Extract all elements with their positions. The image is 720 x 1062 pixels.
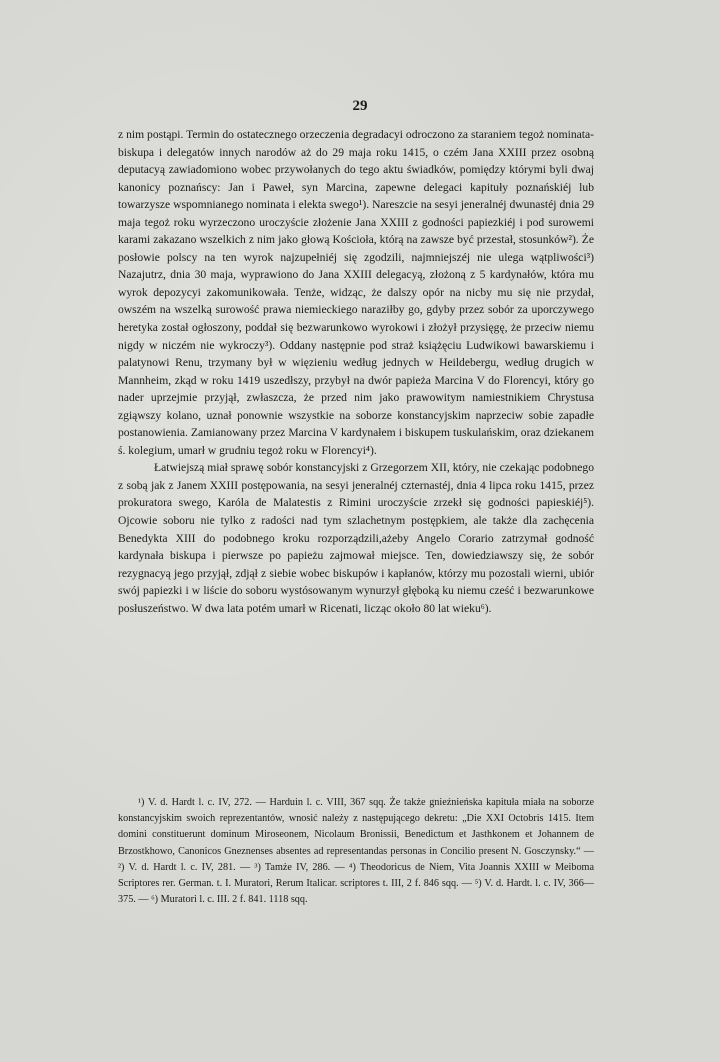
paragraph-1: z nim postąpi. Termin do ostatecznego orzeczenia degradacyi odroczono za staraniem tegoż nominata-biskupa i delegatów innych narodów aż do 29 maja roku 1415, o czém Jana XXIII przez osobną deputacyą zawiadomiono wobec przywołanych do tego aktu świadków, pomiędzy którymi byli dwaj kanonicy poznańscy: Jan i Paweł, syn Marcina, zapewne delegaci kapituły poznańskiéj lub towarzysze wspomnianego nominata i elekta swego¹). Nareszcie na sesyi jeneralnéj dwunastéj dnia 29 maja tegoż roku wyrzeczono uroczyście złożenie Jana XXIII z godności papiezkiéj i pod surowemi karami zakazano wszelkich z nim jako głową Kościoła, którą na zawsze być przestał, stosunków²). Że posłowie polscy na ten wyrok najzupełniéj się zgodzili, najmniejszéj nie ulega wątpliwości³) Nazajutrz, dnia 30 maja, wyprawiono do Jana XXIII delegacyą, złożoną z 5 kardynałów, która mu wyrok depozycyi zakomunikowała. Tenże, widząc, że dalszy opór na nicby mu się nie przydał, owszém na wszelką surowość prawa niemieckiego naraziłby go, gdyby przez sobór za uporczywego heretyka został ogłoszony, poddał się bezwarunkowo wyrokowi i złożył przysięgę, że przeciw niemu nigdy w niczém nie wykroczy³). Oddany następnie pod straż książęciu Ludwikowi bawarskiemu i palatynowi Renu, trzymany był w więzieniu według jednych w Heildebergu, według drugich w Mannheim, zkąd w roku 1419 uszedłszy, przybył na dwór papieża Marcina V do Florencyi, który go nader uprzejmie przyjął, zwłaszcza, że przed nim jako prawowitym namiestnikiem Chrystusa zgiąwszy kolano, uznał ponownie wszystkie na soborze konstancyjskim naprzeciw sobie zapadłe postanowienia. Zamianowany przez Marcina V kardynałem i biskupem tuskulańskim, oraz dziekanem ś. kolegium, umarł w grudniu tegoż roku w Florencyi⁴). [118, 128, 594, 457]
footnote-block: ¹) V. d. Hardt l. c. IV, 272. — Harduin l. c. VIII, 367 sqq. Że także gnieźnieńska kapituła miała na soborze konstancyjskim swoich reprezentantów, wnosić należy z następującego dekretu: „Die XXI Octobris 1415. Item domini constituerunt dominum Miroseonem, Nicolaum Bronissii, Benedictum et Jasthkonem et Johannem de Brzostkhowo, Canonicos Gneznenses absentes ad representandas personas in Concilio present N. Gosczynsky.“ — ²) V. d. Hardt l. c. IV, 281. — ³) Tamże IV, 286. — ⁴) Theodoricus de Niem, Vita Joannis XXIII w Meiboma Scriptores rer. German. t. I. Muratori, Rerum Italicar. scriptores t. III, 2 f. 846 sqq. — ⁵) V. d. Hardt. l. c. IV, 366—375. — ⁶) Muratori l. c. III. 2 f. 841. 1118 sqq. [118, 797, 594, 906]
paragraph-2: Łatwiejszą miał sprawę sobór konstancyjski z Grzegorzem XII, który, nie czekając podobnego z sobą jak z Janem XXIII postępowania, na sesyi jeneralnéj czternastéj, dnia 4 lipca roku 1415, przez prokuratora swego, Karóla de Malatestis z Rimini uroczyście zrzekł się godności papieskiéj⁵). Ojcowie soboru nie tylko z radości nad tym szlachetnym postępkiem, ale także dla zachęcenia Benedykta XIII do podobnego kroku rozporządzili,ażeby Angelo Corario zatrzymał godność kardynała biskupa i pierwsze po papieżu zajmował miejsce. Ten, dowiedziawszy się, że sobór rezygnacyą jego przyjął, zdjął z siebie wobec biskupów i kapłanów, którzy mu pozostali wierni, ubiór swój papiezki i w liście do soboru wystósowanym wynurzył głęboką ku niemu cześć i bezwarunkowe posłuszeństwo. W dwa lata potém umarł w Ricenati, licząc około 80 lat wieku⁶). [118, 461, 594, 615]
footnotes [118, 795, 594, 908]
page-number: 29 [352, 98, 368, 114]
main-text [118, 126, 594, 617]
